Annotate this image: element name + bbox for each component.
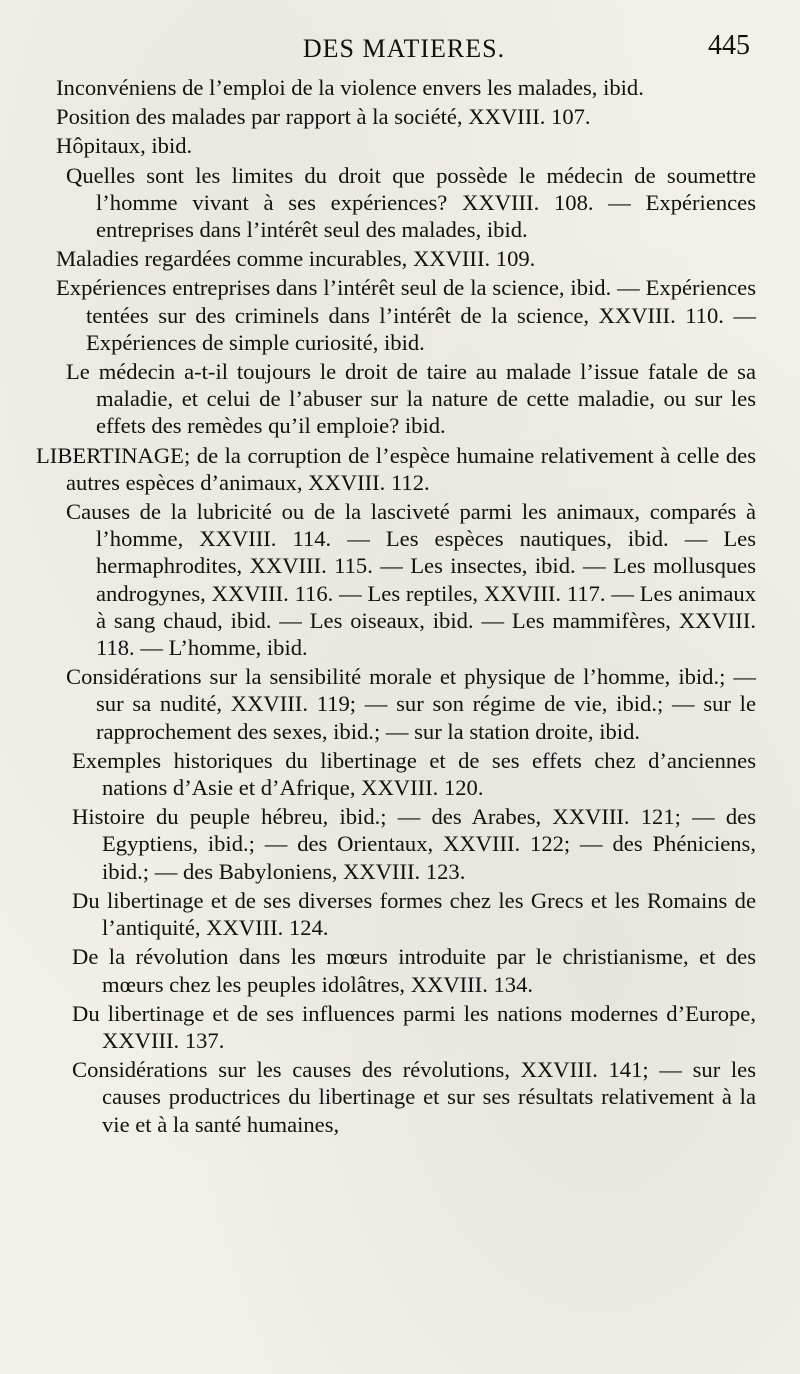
index-entry: Le médecin a-t-il toujours le droit de taire au malade l’issue fatale de sa maladie, et celui de l’abuser sur la nature de cette maladie, ou sur les effets des remèdes qu’il emploie? ibid.	[66, 359, 756, 439]
index-entries	[36, 74, 756, 1138]
index-entry: Considérations sur la sensibilité morale et physique de l’homme, ibid.; — sur sa nudité, XXVIII. 119; — sur son régime de vie, ibid.; — sur le rapprochement des sexes, ibid.; — sur la station droite, ibid.	[66, 664, 756, 744]
index-entry: Maladies regardées comme incurables, XXVIII. 109.	[56, 246, 536, 272]
index-entry: Du libertinage et de ses influences parmi les nations modernes d’Europe, XXVIII. 137.	[72, 1000, 756, 1053]
running-title: DES MATIERES.	[302, 34, 506, 63]
index-entry: Expériences entreprises dans l’intérêt seul de la science, ibid. — Expériences tentées sur des criminels dans l’intérêt de la science, XXVIII. 110. — Expériences de simple curiosité, ibid.	[56, 275, 756, 355]
index-entry: Histoire du peuple hébreu, ibid.; — des Arabes, XXVIII. 121; — des Egyptiens, ibid.; — des Orientaux, XXVIII. 122; — des Phéniciens, ibid.; — des Babyloniens, XXVIII. 123.	[72, 804, 756, 884]
index-entry: De la révolution dans les mœurs introduite par le christianisme, et des mœurs chez les peuples idolâtres, XXVIII. 134.	[72, 944, 756, 997]
index-entry: Causes de la lubricité ou de la lasciveté parmi les animaux, comparés à l’homme, XXVIII. 114. — Les espèces nautiques, ibid. — Les hermaphrodites, XXVIII. 115. — Les insectes, ibid. — Les mollusques androgynes, XXVIII. 116. — Les reptiles, XXVIII. 117. — Les animaux à sang chaud, ibid. — Les oiseaux, ibid. — Les mammifères, XXVIII. 118. — L’homme, ibid.	[66, 499, 756, 661]
index-entry: Hôpitaux, ibid.	[56, 133, 193, 159]
page-header	[52, 30, 756, 70]
index-entry: Du libertinage et de ses diverses formes chez les Grecs et les Romains de l’antiquité, XXVIII. 124.	[72, 887, 756, 941]
index-entry: Exemples historiques du libertinage et de ses effets chez d’anciennes nations d’Asie et d’Afrique, XXVIII. 120.	[72, 747, 756, 801]
index-entry: Quelles sont les limites du droit que possède le médecin de soumettre l’homme vivant à ses expériences? XXVIII. 108. — Expériences entreprises dans l’intérêt seul des malades, ibid.	[66, 162, 756, 243]
index-entry-main-heading: LIBERTINAGE; de la corruption de l’espèce humaine relativement à celle des autres espèces d’animaux, XXVIII. 112.	[36, 442, 756, 495]
page-number: 445	[708, 30, 750, 61]
index-entry: Inconvéniens de l’emploi de la violence envers les malades, ibid.	[56, 75, 644, 100]
index-entry: Position des malades par rapport à la société, XXVIII. 107.	[56, 104, 591, 130]
index-entry: Considérations sur les causes des révolutions, XXVIII. 141; — sur les causes productrices du libertinage et sur ses résultats relativement à la vie et à la santé humaines,	[72, 1057, 756, 1137]
